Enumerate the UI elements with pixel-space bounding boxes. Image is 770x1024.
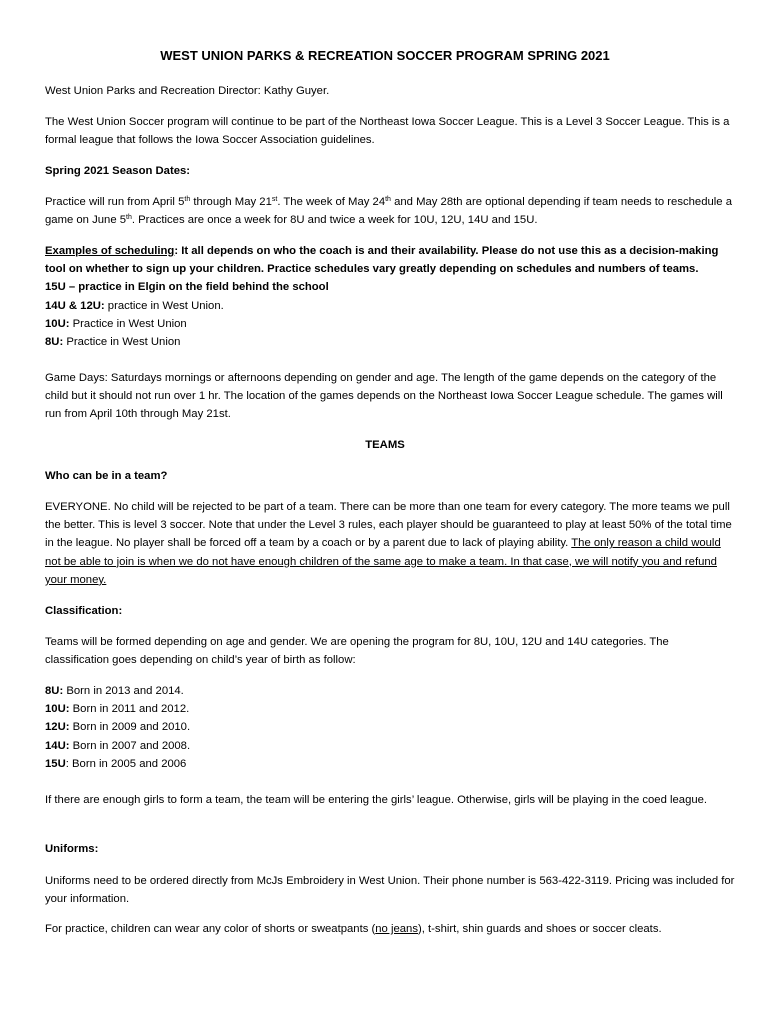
birth-year-text: Born in 2011 and 2012. (69, 703, 190, 716)
season-heading: Spring 2021 Season Dates: (45, 165, 191, 177)
practice-sup-1: th (184, 196, 191, 203)
scheduling-text: It all depends on who the coach is and their availability. Please do not use this as a decision-making tool on whether to sign up your children. Practice schedules vary greatly depending on schedules and numbers of teams. (45, 245, 719, 276)
teams-heading: TEAMS (365, 439, 405, 451)
practice-text-1: Practice will run from April 5 (45, 196, 185, 208)
practice-text-5: . Practices are once a week for 8U and twice a week for 10U, 12U, 14U and 15U. (131, 214, 538, 227)
practice-sup-3: th (385, 196, 391, 203)
classification-paragraph: Teams will be formed depending on age and gender. We are opening the program for 8U, 10U, 12U and 14U categories. The classification goes depending on child’s year of birth as follow: (45, 636, 669, 667)
birth-year-item (45, 682, 735, 700)
birth-year-item (45, 755, 735, 773)
scheduling-label: Examples of scheduling (45, 245, 175, 257)
schedule-item-text: Practice in West Union (69, 317, 187, 330)
birth-year-label: 10U: (45, 703, 70, 716)
practice-sup-4: th (126, 214, 132, 222)
schedule-item-label: 8U: (45, 336, 64, 349)
practice-text-3: . The week of May 24 (277, 196, 386, 208)
practice-paragraph (45, 193, 735, 229)
birth-year-label: 14U: (45, 739, 70, 752)
schedule-item (45, 333, 735, 351)
birth-year-label: 12U: (45, 721, 70, 734)
practice-wear-paragraph (45, 920, 735, 938)
page-title: WEST UNION PARKS & RECREATION SOCCER PROGRAM SPRING 2021 (160, 48, 610, 63)
birth-year-item (45, 700, 735, 718)
schedule-item (45, 297, 735, 315)
birth-year-text: Born in 2009 and 2010. (69, 721, 191, 734)
schedule-item-label: 10U: (45, 317, 70, 330)
scheduling-paragraph (45, 242, 735, 278)
game-days-paragraph: Game Days: Saturdays mornings or afternoons depending on gender and age. The length of the game depends on the category of the child but it should not run over 1 hr. The location of the games depends on the Northeast Iowa Soccer League schedule. The games will run from April 10th through May 21st. (45, 372, 723, 421)
schedule-15u: 15U – practice in Elgin on the field behind the school (45, 281, 329, 294)
birth-year-label: 8U: (45, 685, 64, 697)
birth-year-text: Born in 2013 and 2014. (63, 685, 184, 697)
schedule-item-text: Practice in West Union (63, 336, 181, 349)
everyone-underlined: The only reason a child would not be able to join is when we do not have enough children of the same age to make a team. In that case, we will notify you and refund your money. (45, 537, 721, 586)
schedule-item-text: practice in West Union. (104, 299, 224, 312)
practice-text-2: through May 21 (190, 196, 272, 208)
schedule-item (45, 315, 735, 333)
practice-sup-2: st (271, 196, 278, 203)
birth-years-list (45, 682, 735, 773)
director-line: West Union Parks and Recreation Director: Kathy Guyer. (45, 85, 330, 97)
uniforms-heading: Uniforms: (45, 843, 99, 855)
birth-year-item (45, 718, 735, 736)
scheduling-colon: : (174, 245, 179, 257)
birth-year-item (45, 737, 735, 755)
practice-wear-underlined: no jeans (375, 923, 418, 935)
scheduling-section (45, 242, 735, 351)
everyone-text: EVERYONE. No child will be rejected to be part of a team. There can be more than one team for every category. The more teams we pull the better. This is level 3 soccer. Note that under the Level 3 rules, each player should be guaranteed to play at least 50% of the total time in the league. No player shall be forced off a team by a coach or by a parent due to lack of playing ability. (45, 501, 732, 550)
girls-paragraph: If there are enough girls to form a team, the team will be entering the girls’ league. Otherwise, girls will be playing in the coed league. (45, 794, 708, 806)
birth-year-text: : Born in 2005 and 2006 (65, 757, 187, 770)
classification-heading: Classification: (45, 605, 123, 617)
practice-text-4: and May 28th are optional depending if team needs to reschedule a game on June 5 (45, 196, 732, 227)
everyone-paragraph (45, 498, 735, 589)
intro-paragraph: The West Union Soccer program will continue to be part of the Northeast Iowa Soccer League. This is a Level 3 Soccer League. This is a formal league that follows the Iowa Soccer Association guidelines. (45, 116, 730, 147)
uniforms-paragraph: Uniforms need to be ordered directly from McJs Embroidery in West Union. Their phone number is 563-422-3119. Pricing was included for your information. (45, 875, 735, 906)
schedule-item-label: 14U & 12U: (45, 299, 105, 312)
who-heading: Who can be in a team? (45, 470, 168, 482)
practice-wear-text-1: For practice, children can wear any color of shorts or sweatpants ( (45, 923, 376, 935)
birth-year-label: 15U (45, 757, 66, 770)
birth-year-text: Born in 2007 and 2008. (69, 739, 191, 752)
practice-wear-text-2: ), t-shirt, shin guards and shoes or soccer cleats. (417, 923, 662, 935)
